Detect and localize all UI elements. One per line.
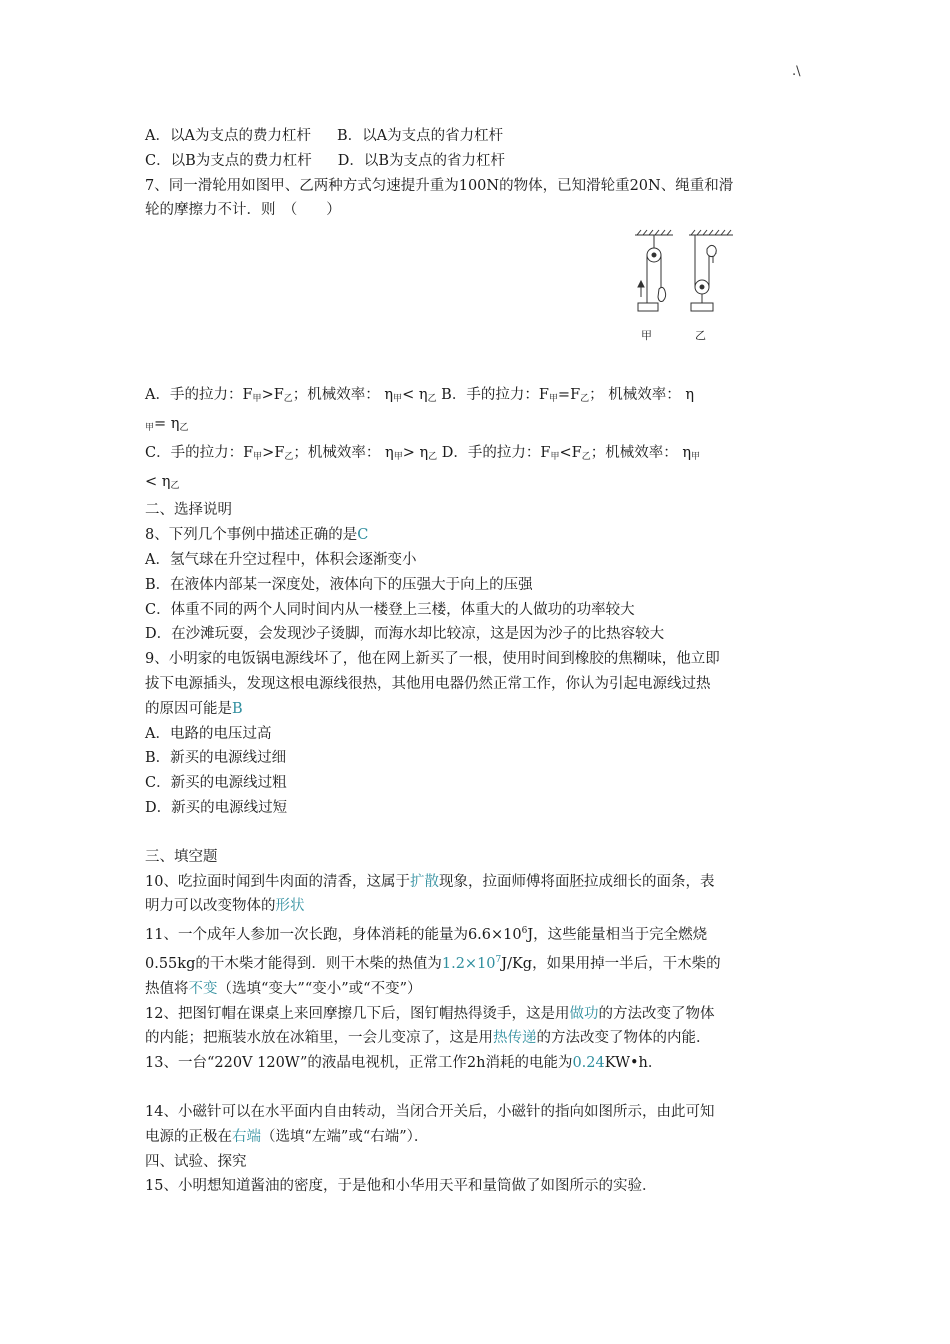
q7-d-sub: 甲 (550, 451, 560, 462)
q9-answer: B (232, 700, 243, 717)
q7-b-sub: 乙 (179, 422, 189, 433)
q10-text: 明力可以改变物体的 (145, 898, 276, 915)
figure-label-yi: 乙 (695, 329, 706, 343)
q14-line-1: 14、小磁针可以在水平面内自由转动，当闭合开关后，小磁针的指向如图所示，由此可知 (145, 1103, 715, 1120)
q11-text: （选填“变大”“变小”或“不变”） (217, 980, 422, 997)
q8-stem (145, 523, 810, 548)
q7-d-text: ；机械效率： η (590, 444, 692, 461)
q7-b-sub: 乙 (580, 394, 590, 405)
q13-answer: 0.24 (572, 1055, 605, 1072)
q11-text: ，如果用掉一半后，干木柴的 (532, 955, 721, 972)
q9-stem-text: 的原因可能是 (145, 700, 232, 717)
q9-option-d: D．新买的电源线过短 (145, 799, 288, 816)
q11-text: 11、一个成年人参加一次长跑，身体消耗的能量为6.6×10 (145, 927, 522, 944)
q11-unit: J/Kg (501, 955, 533, 972)
q6-options-row-2 (145, 149, 810, 174)
q6-option-a: A．以A为支点的费力杠杆 (145, 128, 311, 144)
q11-answer-exponent: 7 (495, 954, 502, 965)
q7-c-text: C．手的拉力：F (145, 444, 254, 461)
weight-block-right (691, 303, 713, 311)
q7-options-ab (145, 383, 810, 412)
section-heading-2: 二、选择说明 (145, 502, 232, 519)
q11-answer-1: 1.2×10 (441, 955, 496, 972)
q10-line-2 (145, 894, 810, 919)
q8-option-d: D．在沙滩玩耍，会发现沙子烫脚，而海水却比较凉，这是因为沙子的比热容较大 (145, 626, 665, 643)
q12-line-2 (145, 1026, 810, 1051)
q6-option-d: D．以B为支点的省力杠杆 (337, 152, 506, 169)
q7-b-sub: 甲 (145, 422, 155, 433)
q9-option-c: C．新买的电源线过粗 (145, 775, 287, 792)
q13-line (145, 1051, 810, 1076)
q6-option-b: B．以A为支点的省力杠杆 (336, 128, 504, 144)
q7-a-text: < η (402, 387, 428, 404)
q7-a-sub: 甲 (252, 394, 262, 405)
q7-option-b-cont (145, 412, 810, 441)
q12-text: 的内能；把瓶装水放在冰箱里，一会儿变凉了，这是用 (145, 1030, 493, 1047)
q7-pulley-figure (145, 223, 810, 383)
q12-text: 12、把图钉帽在课桌上来回摩擦几下后，图钉帽热得烫手，这是用 (145, 1005, 570, 1022)
q7-a-text: >F (261, 387, 284, 404)
q11-answer-2: 不变 (188, 980, 218, 997)
q10-text: 10、吃拉面时闻到牛肉面的清香，这属于 (145, 873, 410, 890)
q7-options-cd (145, 441, 810, 470)
q7-c-text: >F (262, 444, 285, 461)
q8-option-c: C．体重不同的两个人同时间内从一楼登上三楼，体重大的人做功的功率较大 (145, 601, 635, 618)
q7-d-sub: 甲 (691, 451, 701, 462)
q9-stem-line-3 (145, 697, 810, 722)
q9-stem-line-1: 9、小明家的电饭锅电源线坏了，他在网上新买了一根，使用时间到橡胶的焦糊味，他立即 (145, 651, 720, 668)
q6-options-row-1 (145, 124, 810, 149)
hand-right (707, 246, 716, 257)
page-corner-mark: .\ (792, 64, 801, 79)
q12-text: 的方法改变了物体 (598, 1005, 715, 1022)
q7-c-sub: 乙 (284, 451, 294, 462)
spacer (145, 1076, 810, 1100)
q14-text: （选填“左端”或“右端”）． (261, 1128, 429, 1145)
q8-answer: C (357, 527, 369, 544)
q11-line-1 (145, 919, 810, 948)
q8-stem-text: 8、下列几个事例中描述正确的是 (145, 527, 358, 544)
q7-c-text: > η (402, 444, 429, 461)
q7-b-text: =F (557, 387, 581, 404)
q11-text: J，这些能量相当于完全燃烧 (527, 927, 708, 944)
q7-d-text: <F (559, 444, 582, 461)
q13-text: 13、一台“220V 120W”的液晶电视机，正常工作2h消耗的电能为 (145, 1055, 573, 1072)
q10-text: 现象，拉面师傅将面胚拉成细长的面条，表 (438, 873, 715, 890)
q7-b-text: B．手的拉力：F (436, 387, 549, 404)
q7-c-sub: 甲 (253, 451, 263, 462)
q11-exponent: 6 (521, 926, 528, 937)
q11-text: 0.55kg的干木柴才能得到．则干木柴的热值为 (145, 955, 442, 972)
q13-text: KW•h． (604, 1055, 663, 1072)
q12-text: 的方法改变了物体的内能． (536, 1030, 711, 1047)
q7-option-d-cont (145, 470, 810, 499)
ceiling-right-hatch (691, 230, 731, 235)
q14-text: 电源的正极在 (145, 1128, 232, 1145)
q9-option-b: B．新买的电源线过细 (145, 750, 287, 767)
q7-a-text: A．手的拉力：F (145, 387, 253, 404)
q7-c-text: ；机械效率： η (293, 444, 394, 461)
hand-left (658, 288, 666, 302)
q15-stem: 15、小明想知道酱油的密度，于是他和小华用天平和量筒做了如图所示的实验． (145, 1178, 657, 1195)
q14-answer: 右端 (232, 1128, 261, 1145)
q11-line-2 (145, 948, 810, 977)
q7-d-text: < η (145, 473, 171, 490)
q7-stem-line-1: 7、同一滑轮用如图甲、乙两种方式匀速提升重为100N的物体，已知滑轮重20N、绳重和滑 (145, 177, 734, 194)
q7-a-sub: 甲 (393, 394, 403, 405)
q9-option-a: A．电路的电压过高 (145, 725, 272, 742)
ceiling-left-hatch (637, 230, 671, 235)
section-heading-3: 三、填空题 (145, 848, 218, 865)
q10-answer-2: 形状 (275, 898, 305, 915)
q6-option-c: C．以B为支点的费力杠杆 (145, 152, 312, 169)
document-body (145, 124, 810, 1199)
q7-stem-line-2: 轮的摩擦力不计．则 （ ） (145, 202, 341, 219)
q7-b-text: = η (154, 415, 180, 432)
q7-c-sub: 甲 (393, 451, 403, 462)
q7-d-text: D．手的拉力：F (437, 444, 551, 461)
q7-d-sub: 乙 (170, 480, 180, 491)
q7-a-sub: 乙 (427, 394, 437, 405)
weight-block-left (638, 303, 658, 311)
pulley-diagram (633, 227, 743, 377)
q7-a-text: ；机械效率： η (292, 387, 394, 404)
q8-option-b: B．在液体内部某一深度处，液体向下的压强大于向上的压强 (145, 576, 533, 593)
spacer (145, 821, 810, 845)
q12-line-1 (145, 1002, 810, 1027)
q14-line-2 (145, 1125, 810, 1150)
q10-line-1 (145, 870, 810, 895)
q12-answer-1: 做功 (569, 1005, 599, 1022)
q7-d-sub: 乙 (581, 451, 591, 462)
q9-stem-line-2: 拔下电源插头，发现这根电源线很热，其他用电器仍然正常工作，你认为引起电源线过热 (145, 675, 711, 692)
q11-line-3 (145, 977, 810, 1002)
q11-text: 热值将 (145, 980, 189, 997)
figure-label-jia: 甲 (641, 329, 652, 343)
q7-b-sub: 甲 (548, 394, 558, 405)
q7-c-sub: 乙 (428, 451, 438, 462)
q7-a-sub: 乙 (283, 394, 293, 405)
q7-b-text: ； 机械效率： η (589, 387, 695, 404)
q10-answer-1: 扩散 (409, 873, 439, 890)
section-heading-4: 四、试验、探究 (145, 1153, 247, 1170)
q12-answer-2: 热传递 (493, 1030, 537, 1047)
q8-option-a: A．氢气球在升空过程中，体积会逐渐变小 (145, 551, 417, 568)
